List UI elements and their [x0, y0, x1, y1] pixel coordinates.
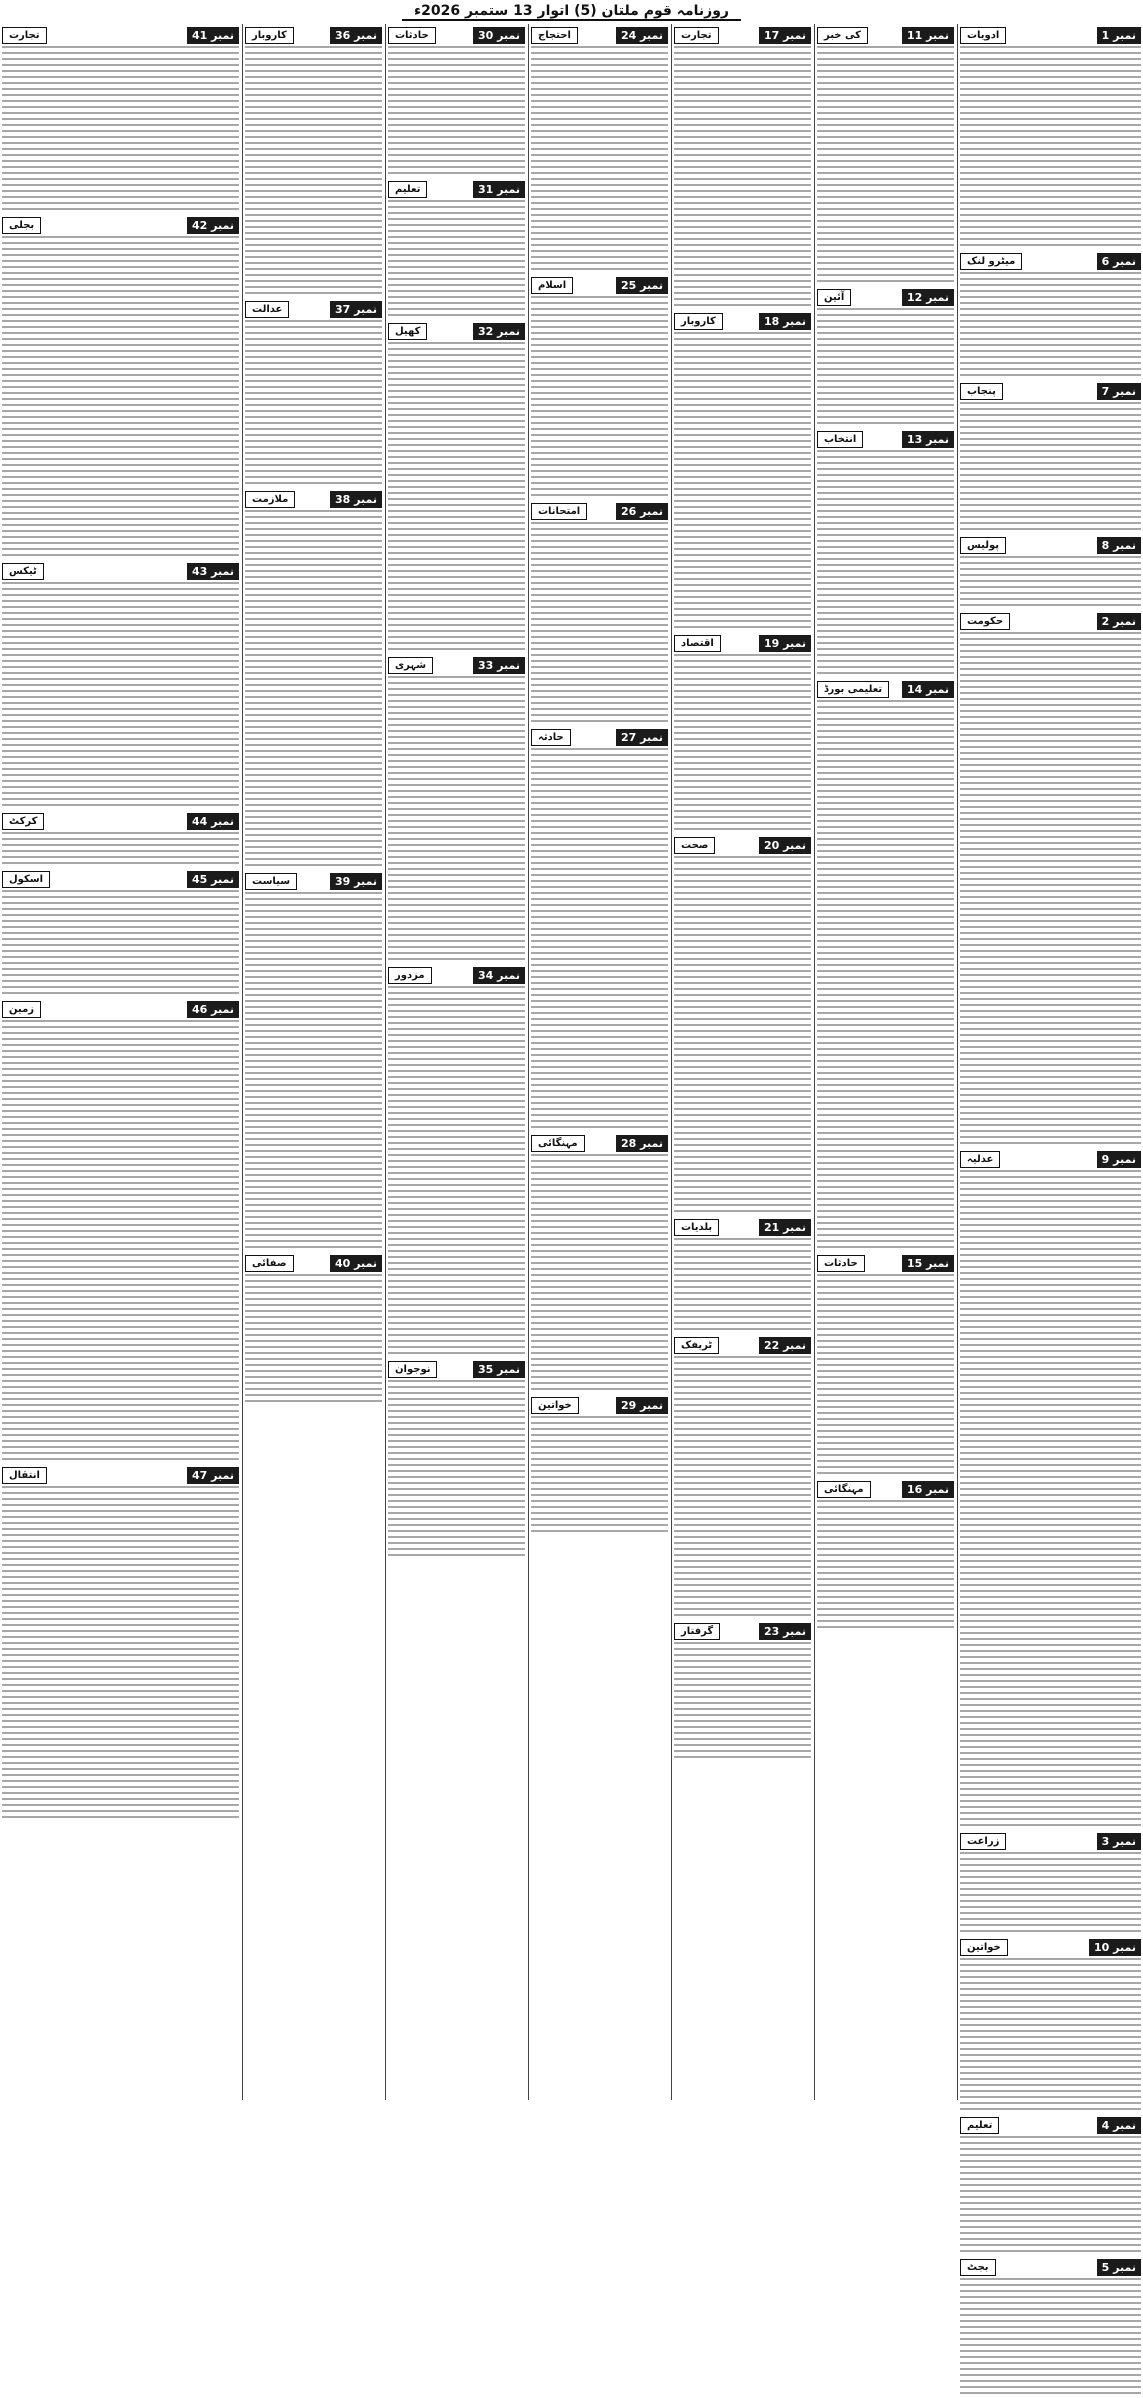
- story-number: نمبر 39: [330, 873, 382, 890]
- story-header: [2, 871, 239, 888]
- story-body-text: [674, 856, 811, 1216]
- story-number: نمبر 25: [616, 277, 668, 294]
- news-story: [817, 431, 954, 678]
- story-body-text: [388, 1380, 525, 1560]
- story-body-text: [817, 700, 954, 1252]
- story-number: نمبر 26: [616, 503, 668, 520]
- text-lines: [245, 46, 382, 298]
- story-body-text: [960, 2136, 1141, 2256]
- story-number: نمبر 5: [1097, 2259, 1141, 2276]
- story-number: نمبر 22: [759, 1337, 811, 1354]
- story-header: [817, 289, 954, 306]
- news-story: [531, 1135, 668, 1394]
- news-story: [531, 1397, 668, 1536]
- column-2: [815, 24, 956, 2100]
- news-story: [531, 503, 668, 726]
- story-body-text: [2, 582, 239, 810]
- news-story: [2, 813, 239, 868]
- story-title: ٹریفک: [674, 1337, 719, 1354]
- story-number: نمبر 28: [616, 1135, 668, 1152]
- story-number: نمبر 17: [759, 27, 811, 44]
- story-number: نمبر 9: [1097, 1151, 1141, 1168]
- text-lines: [2, 582, 239, 810]
- story-body-text: [531, 1154, 668, 1394]
- story-title: تجارت: [674, 27, 719, 44]
- news-story: [2, 1001, 239, 1464]
- story-header: [2, 563, 239, 580]
- story-title: زمین: [2, 1001, 41, 1018]
- column-divider: [385, 24, 386, 2100]
- story-number: نمبر 24: [616, 27, 668, 44]
- text-lines: [388, 46, 525, 178]
- story-title: مہنگائی: [531, 1135, 585, 1152]
- news-story: [2, 27, 239, 214]
- story-header: [531, 277, 668, 294]
- story-body-text: [960, 1958, 1141, 2114]
- story-title: عدلیہ: [960, 1151, 1000, 1168]
- story-title: زراعت: [960, 1833, 1006, 1850]
- column-7: [0, 24, 241, 2100]
- story-body-text: [245, 1274, 382, 1406]
- story-number: نمبر 19: [759, 635, 811, 652]
- story-title: انتقال: [2, 1467, 47, 1484]
- story-number: نمبر 11: [902, 27, 954, 44]
- news-story: [960, 27, 1141, 250]
- story-title: تعلیمی بورڈ: [817, 681, 889, 698]
- story-title: امتحانات: [531, 503, 587, 520]
- story-number: نمبر 13: [902, 431, 954, 448]
- story-number: نمبر 47: [187, 1467, 239, 1484]
- story-header: [388, 27, 525, 44]
- story-header: [960, 1833, 1141, 1850]
- text-lines: [960, 556, 1141, 610]
- story-header: [2, 27, 239, 44]
- news-story: [674, 1623, 811, 1762]
- story-body-text: [960, 556, 1141, 610]
- story-body-text: [817, 1274, 954, 1478]
- news-story: [674, 313, 811, 632]
- story-body-text: [2, 1486, 239, 1822]
- story-body-text: [388, 342, 525, 654]
- story-body-text: [817, 308, 954, 428]
- news-story: [674, 837, 811, 1216]
- column-1: [958, 24, 1143, 2274]
- text-lines: [531, 296, 668, 500]
- story-number: نمبر 38: [330, 491, 382, 508]
- story-header: [245, 27, 382, 44]
- text-lines: [674, 1356, 811, 1620]
- story-number: نمبر 6: [1097, 253, 1141, 270]
- story-header: [388, 323, 525, 340]
- story-title: تعلیم: [960, 2117, 999, 2134]
- story-title: خواتین: [531, 1397, 579, 1414]
- story-body-text: [674, 1238, 811, 1334]
- text-lines: [531, 522, 668, 726]
- news-story: [388, 323, 525, 654]
- text-lines: [2, 890, 239, 998]
- story-title: پولیس: [960, 537, 1006, 554]
- story-number: نمبر 15: [902, 1255, 954, 1272]
- news-story: [960, 383, 1141, 534]
- text-lines: [388, 200, 525, 320]
- news-story: [960, 1151, 1141, 1830]
- story-number: نمبر 18: [759, 313, 811, 330]
- story-title: حکومت: [960, 613, 1010, 630]
- story-number: نمبر 37: [330, 301, 382, 318]
- story-header: [388, 1361, 525, 1378]
- story-number: نمبر 10: [1089, 1939, 1141, 1956]
- news-story: [245, 873, 382, 1252]
- news-story: [2, 217, 239, 560]
- story-number: نمبر 8: [1097, 537, 1141, 554]
- text-lines: [960, 1958, 1141, 2114]
- story-header: [2, 1467, 239, 1484]
- column-3: [672, 24, 813, 2100]
- story-title: شہری: [388, 657, 433, 674]
- news-story: [388, 27, 525, 178]
- story-header: [674, 837, 811, 854]
- story-title: بلدیات: [674, 1219, 719, 1236]
- text-lines: [817, 1274, 954, 1478]
- text-lines: [531, 748, 668, 1132]
- story-body-text: [531, 46, 668, 274]
- story-title: خواتین: [960, 1939, 1008, 1956]
- story-number: نمبر 46: [187, 1001, 239, 1018]
- story-title: آئین: [817, 289, 851, 306]
- masthead: [0, 0, 1143, 24]
- story-header: [245, 301, 382, 318]
- story-header: [531, 729, 668, 746]
- text-lines: [960, 2278, 1141, 2398]
- story-title: کاروبار: [245, 27, 294, 44]
- story-title: سیاست: [245, 873, 297, 890]
- text-lines: [674, 1238, 811, 1334]
- story-header: [960, 253, 1141, 270]
- story-body-text: [960, 402, 1141, 534]
- column-5: [386, 24, 527, 2100]
- story-number: نمبر 36: [330, 27, 382, 44]
- news-story: [388, 1361, 525, 1560]
- story-header: [817, 431, 954, 448]
- news-story: [388, 657, 525, 964]
- text-lines: [2, 236, 239, 560]
- story-body-text: [531, 296, 668, 500]
- story-body-text: [388, 46, 525, 178]
- story-body-text: [960, 2278, 1141, 2398]
- news-story: [245, 27, 382, 298]
- columns-area: [0, 24, 1143, 2274]
- story-header: [817, 1481, 954, 1498]
- story-header: [960, 613, 1141, 630]
- story-body-text: [531, 748, 668, 1132]
- story-header: [960, 1151, 1141, 1168]
- text-lines: [245, 892, 382, 1252]
- news-story: [388, 967, 525, 1358]
- column-divider: [814, 24, 815, 2100]
- text-lines: [388, 676, 525, 964]
- story-body-text: [2, 832, 239, 868]
- story-body-text: [674, 332, 811, 632]
- text-lines: [531, 46, 668, 274]
- story-header: [531, 1135, 668, 1152]
- news-story: [960, 2259, 1141, 2398]
- column-divider: [242, 24, 243, 2100]
- news-story: [960, 2117, 1141, 2256]
- story-number: نمبر 27: [616, 729, 668, 746]
- story-header: [960, 1939, 1141, 1956]
- story-body-text: [531, 522, 668, 726]
- story-title: صحت: [674, 837, 715, 854]
- story-header: [388, 967, 525, 984]
- story-header: [245, 491, 382, 508]
- text-lines: [674, 1642, 811, 1762]
- story-body-text: [245, 320, 382, 488]
- story-number: نمبر 4: [1097, 2117, 1141, 2134]
- story-title: حادثات: [817, 1255, 865, 1272]
- text-lines: [388, 986, 525, 1358]
- story-header: [817, 1255, 954, 1272]
- story-title: صفائی: [245, 1255, 294, 1272]
- column-divider: [528, 24, 529, 2100]
- news-story: [817, 289, 954, 428]
- story-header: [817, 27, 954, 44]
- story-header: [960, 537, 1141, 554]
- story-number: نمبر 2: [1097, 613, 1141, 630]
- story-body-text: [960, 1170, 1141, 1830]
- news-story: [674, 635, 811, 834]
- text-lines: [817, 700, 954, 1252]
- story-title: ملازمت: [245, 491, 295, 508]
- story-header: [674, 635, 811, 652]
- story-title: پنجاب: [960, 383, 1003, 400]
- story-title: تعلیم: [388, 181, 427, 198]
- story-body-text: [960, 1852, 1141, 1936]
- text-lines: [2, 1486, 239, 1822]
- text-lines: [960, 1170, 1141, 1830]
- story-number: نمبر 1: [1097, 27, 1141, 44]
- story-body-text: [388, 676, 525, 964]
- story-number: نمبر 21: [759, 1219, 811, 1236]
- story-body-text: [674, 654, 811, 834]
- story-body-text: [674, 46, 811, 310]
- story-body-text: [2, 46, 239, 214]
- news-story: [960, 537, 1141, 610]
- story-body-text: [2, 1020, 239, 1464]
- story-body-text: [2, 236, 239, 560]
- text-lines: [531, 1416, 668, 1536]
- story-header: [388, 181, 525, 198]
- story-number: نمبر 42: [187, 217, 239, 234]
- text-lines: [960, 402, 1141, 534]
- story-body-text: [245, 510, 382, 870]
- story-number: نمبر 45: [187, 871, 239, 888]
- story-title: گرفتار: [674, 1623, 720, 1640]
- text-lines: [674, 856, 811, 1216]
- story-header: [674, 27, 811, 44]
- news-story: [960, 613, 1141, 1148]
- story-body-text: [531, 1416, 668, 1536]
- news-story: [960, 253, 1141, 380]
- text-lines: [531, 1154, 668, 1394]
- story-title: اسلام: [531, 277, 573, 294]
- text-lines: [960, 272, 1141, 380]
- column-4: [529, 24, 670, 2100]
- story-header: [531, 27, 668, 44]
- story-header: [960, 27, 1141, 44]
- text-lines: [388, 342, 525, 654]
- news-story: [674, 27, 811, 310]
- story-title: انتخاب: [817, 431, 863, 448]
- story-header: [817, 681, 954, 698]
- story-body-text: [388, 986, 525, 1358]
- story-title: کھیل: [388, 323, 427, 340]
- news-story: [960, 1939, 1141, 2114]
- text-lines: [817, 308, 954, 428]
- story-number: نمبر 16: [902, 1481, 954, 1498]
- story-number: نمبر 43: [187, 563, 239, 580]
- story-header: [2, 813, 239, 830]
- story-title: کرکٹ: [2, 813, 44, 830]
- story-body-text: [388, 200, 525, 320]
- news-story: [531, 729, 668, 1132]
- text-lines: [245, 1274, 382, 1406]
- story-number: نمبر 14: [902, 681, 954, 698]
- story-title: ادویات: [960, 27, 1006, 44]
- text-lines: [960, 2136, 1141, 2256]
- story-title: ٹیکس: [2, 563, 44, 580]
- story-number: نمبر 35: [473, 1361, 525, 1378]
- news-story: [674, 1337, 811, 1620]
- story-header: [960, 383, 1141, 400]
- story-number: نمبر 30: [473, 27, 525, 44]
- news-story: [2, 563, 239, 810]
- news-story: [388, 181, 525, 320]
- story-number: نمبر 41: [187, 27, 239, 44]
- text-lines: [960, 46, 1141, 250]
- story-number: نمبر 20: [759, 837, 811, 854]
- story-title: تجارت: [2, 27, 47, 44]
- story-header: [674, 1623, 811, 1640]
- column-divider: [671, 24, 672, 2100]
- text-lines: [817, 46, 954, 286]
- story-title: حادثہ: [531, 729, 571, 746]
- news-story: [674, 1219, 811, 1334]
- story-number: نمبر 3: [1097, 1833, 1141, 1850]
- news-story: [817, 1255, 954, 1478]
- story-header: [388, 657, 525, 674]
- story-number: نمبر 40: [330, 1255, 382, 1272]
- story-number: نمبر 7: [1097, 383, 1141, 400]
- story-body-text: [245, 46, 382, 298]
- story-header: [674, 1219, 811, 1236]
- news-story: [2, 871, 239, 998]
- story-title: بجٹ: [960, 2259, 996, 2276]
- story-title: مہنگائی: [817, 1481, 871, 1498]
- story-number: نمبر 12: [902, 289, 954, 306]
- text-lines: [674, 46, 811, 310]
- story-header: [674, 1337, 811, 1354]
- story-header: [2, 217, 239, 234]
- story-number: نمبر 44: [187, 813, 239, 830]
- story-body-text: [674, 1642, 811, 1762]
- text-lines: [817, 1500, 954, 1632]
- story-header: [2, 1001, 239, 1018]
- column-divider: [957, 24, 958, 2100]
- story-body-text: [674, 1356, 811, 1620]
- story-header: [960, 2117, 1141, 2134]
- column-6: [243, 24, 384, 2100]
- text-lines: [2, 46, 239, 214]
- news-story: [817, 27, 954, 286]
- story-body-text: [817, 46, 954, 286]
- news-story: [245, 491, 382, 870]
- story-body-text: [245, 892, 382, 1252]
- text-lines: [2, 832, 239, 868]
- text-lines: [960, 632, 1141, 1148]
- story-title: بجلی: [2, 217, 41, 234]
- news-story: [817, 681, 954, 1252]
- story-header: [674, 313, 811, 330]
- story-title: مزدور: [388, 967, 432, 984]
- text-lines: [674, 332, 811, 632]
- news-story: [245, 1255, 382, 1406]
- story-number: نمبر 34: [473, 967, 525, 984]
- story-header: [960, 2259, 1141, 2276]
- story-title: میٹرو لنک: [960, 253, 1022, 270]
- story-title: عدالت: [245, 301, 289, 318]
- story-header: [245, 1255, 382, 1272]
- story-body-text: [2, 890, 239, 998]
- story-title: حادثات: [388, 27, 436, 44]
- story-body-text: [960, 632, 1141, 1148]
- text-lines: [2, 1020, 239, 1464]
- text-lines: [245, 510, 382, 870]
- story-title: نوجوان: [388, 1361, 437, 1378]
- story-title: کاروبار: [674, 313, 723, 330]
- news-story: [817, 1481, 954, 1632]
- text-lines: [674, 654, 811, 834]
- news-story: [2, 1467, 239, 1822]
- story-body-text: [960, 272, 1141, 380]
- story-number: نمبر 33: [473, 657, 525, 674]
- story-header: [245, 873, 382, 890]
- story-title: احتجاج: [531, 27, 578, 44]
- text-lines: [388, 1380, 525, 1560]
- story-title: کی خبر: [817, 27, 868, 44]
- news-story: [960, 1833, 1141, 1936]
- story-header: [531, 1397, 668, 1414]
- text-lines: [817, 450, 954, 678]
- story-header: [531, 503, 668, 520]
- text-lines: [960, 1852, 1141, 1936]
- news-story: [531, 27, 668, 274]
- story-number: نمبر 31: [473, 181, 525, 198]
- news-story: [245, 301, 382, 488]
- news-story: [531, 277, 668, 500]
- masthead-text: روزنامہ قوم ملتان (5) اتوار 13 ستمبر 2026ء: [402, 3, 741, 21]
- story-body-text: [960, 46, 1141, 250]
- story-title: اسکول: [2, 871, 50, 888]
- story-title: اقتصاد: [674, 635, 721, 652]
- story-body-text: [817, 450, 954, 678]
- story-number: نمبر 32: [473, 323, 525, 340]
- story-body-text: [817, 1500, 954, 1632]
- story-number: نمبر 29: [616, 1397, 668, 1414]
- text-lines: [245, 320, 382, 488]
- story-number: نمبر 23: [759, 1623, 811, 1640]
